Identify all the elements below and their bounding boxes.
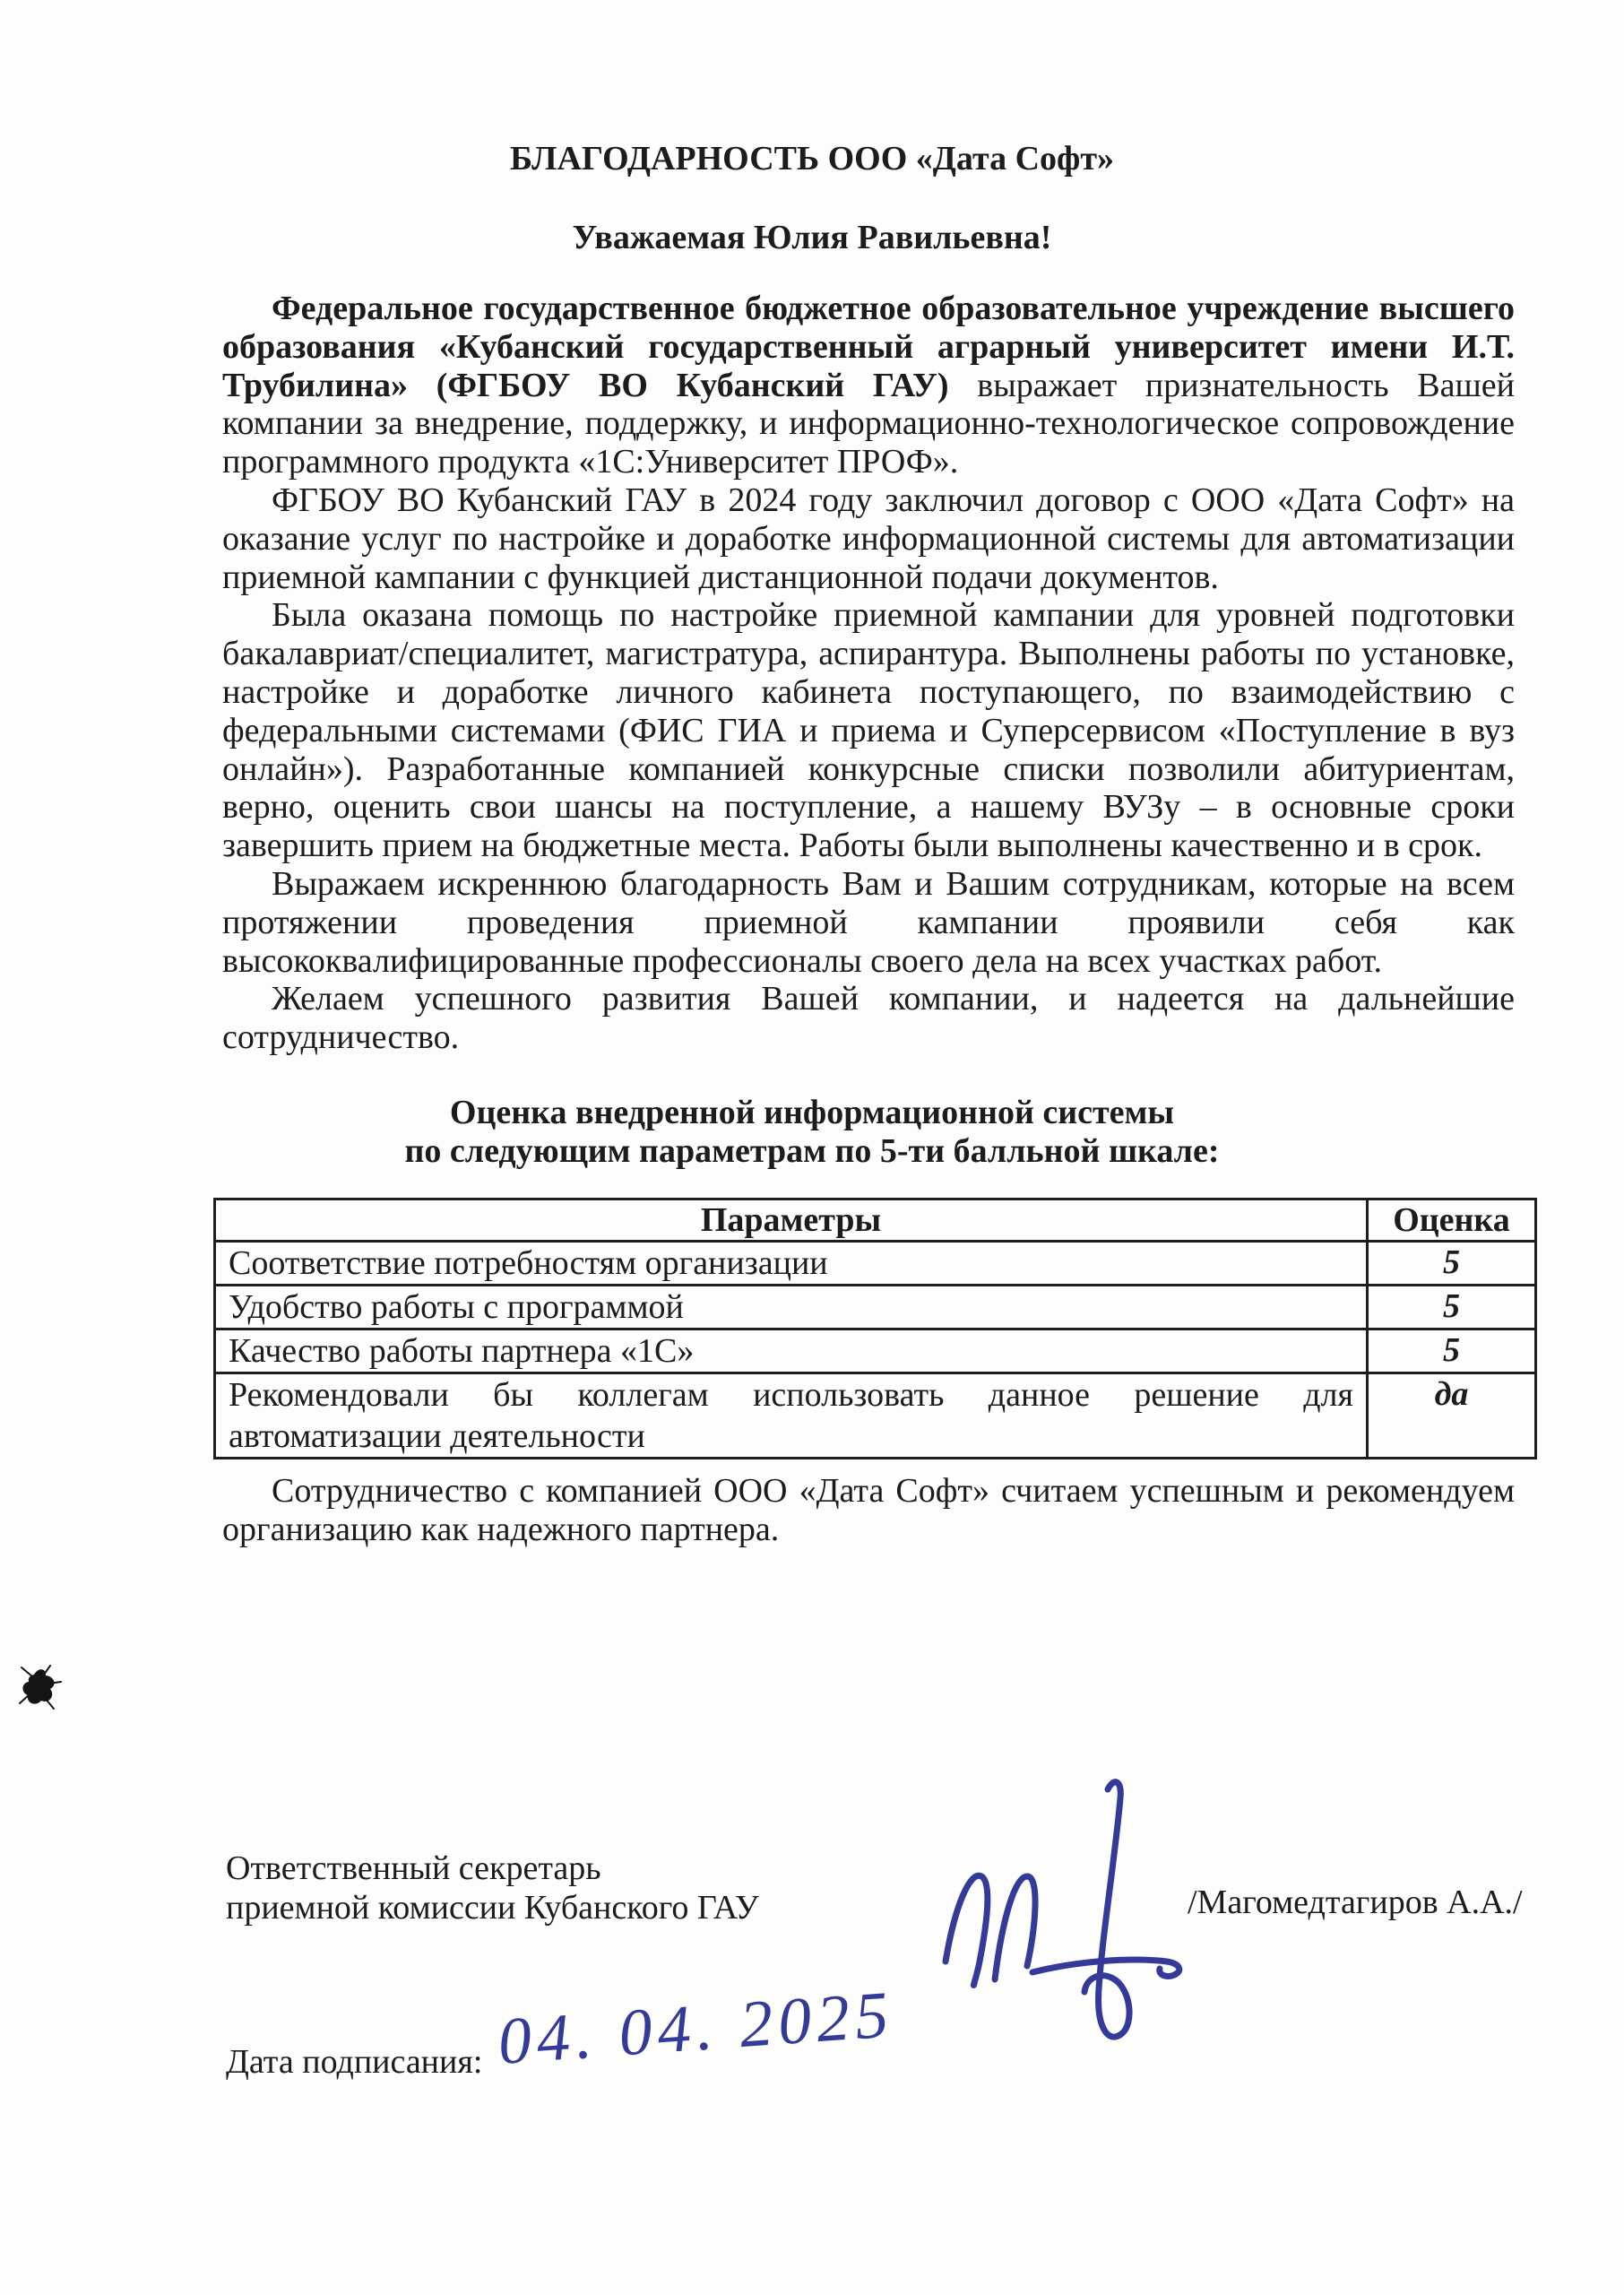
body-paragraph (222, 980, 1515, 1057)
score-cell: 5 (1368, 1329, 1536, 1373)
param-cell: Рекомендовали бы коллегам использовать данное решение для автоматизации деятельности (215, 1373, 1368, 1459)
body-paragraph (222, 596, 1515, 865)
document-title: БЛАГОДАРНОСТЬ ООО «Дата Софт» (510, 140, 1114, 178)
body-paragraph (222, 865, 1515, 980)
signer-role (226, 1849, 759, 1927)
autograph-stroke-main-loop (1084, 1782, 1129, 2037)
score-cell: да (1368, 1373, 1536, 1459)
evaluation-table (213, 1198, 1537, 1459)
salutation-line: Уважаемая Юлия Равильевна! (572, 219, 1052, 256)
paragraph-text: Была оказана помощь по настройке приемной кампании для уровней подготовки бакалавриат/специалитет, магистратура, аспирантура. Выполнены работы по установке, настройке и доработке личного кабинета поступающего, по взаимодействию с федеральными системами (ФИС ГИА и приема и Суперсервисом «Поступление в вуз онлайн»). Разработанные компанией конкурсные списки позволили абитуриентам, верно, оценить свои шансы на поступление, а нашему ВУЗу – в основные сроки завершить прием на бюджетные места. Работы были выполнены качественно и в срок. (222, 596, 1515, 865)
signing-date-handwritten: 04. 04. 2025 (496, 1978, 896, 2079)
evaluation-heading (0, 1094, 1624, 1171)
paragraph-text: выражает признательность Вашей компании за внедрение, поддержку, и информационно-технологическое сопровождение программного продукта «1С:Университет ПРОФ». (222, 366, 1515, 481)
closing-paragraph: Сотрудничество с компанией ООО «Дата Софт» считаем успешным и рекомендуем организацию как надежного партнера. (222, 1472, 1515, 1548)
evaluation-heading-line2: по следующим параметрам по 5-ти балльной шкале: (404, 1132, 1220, 1170)
body-paragraph (222, 290, 1515, 481)
param-column-header: Параметры (215, 1199, 1368, 1242)
evaluation-heading-line1: Оценка внедренной информационной системы (449, 1094, 1175, 1131)
score-column-header: Оценка (1368, 1199, 1536, 1242)
signer-name: /Магомедтагиров А.А./ (1188, 1884, 1523, 1921)
closing-paragraph-block (222, 1472, 1515, 1549)
param-cell: Качество работы партнера «1С» (215, 1329, 1368, 1373)
table-row (215, 1286, 1536, 1329)
ink-blot-artifact (14, 1662, 70, 1719)
signer-role-line2: приемной комиссии Кубанского ГАУ (226, 1889, 759, 1927)
paragraph-text: ФГБОУ ВО Кубанский ГАУ в 2024 году заключил договор с ООО «Дата Софт» на оказание услуг по настройке и доработке информационной системы для автоматизации приемной кампании с функцией дистанционной подачи документов. (222, 481, 1515, 596)
signature-autograph (932, 1773, 1201, 2053)
param-cell: Удобство работы с программой (215, 1286, 1368, 1329)
autograph-stroke-left-arches (946, 1875, 1035, 1985)
score-cell: 5 (1368, 1242, 1536, 1286)
paragraph-bold-lead: Федеральное государственное бюджетное образовательное учреждение высшего образования «Кубанский государственный аграрный университет имени И.Т. Трубилина» (ФГБОУ ВО Кубанский ГАУ) (222, 290, 1515, 404)
paragraph-text: Выражаем искреннюю благодарность Вам и Вашим сотрудникам, которые на всем протяжении проведения приемной кампании проявили себя как высококвалифицированные профессионалы своего дела на всех участках работ. (222, 864, 1515, 980)
paragraph-text: Желаем успешного развития Вашей компании, и надеется на дальнейшие сотрудничество. (222, 980, 1515, 1057)
table-row (215, 1329, 1536, 1373)
signing-date-label: Дата подписания: (226, 2043, 483, 2081)
score-cell: 5 (1368, 1286, 1536, 1329)
letter-body (222, 290, 1515, 1057)
table-header-row (215, 1199, 1536, 1242)
param-cell: Соответствие потребностям организации (215, 1242, 1368, 1286)
table-row (215, 1242, 1536, 1286)
table-row (215, 1373, 1536, 1459)
body-paragraph (222, 481, 1515, 596)
signer-role-line1: Ответственный секретарь (226, 1849, 601, 1887)
